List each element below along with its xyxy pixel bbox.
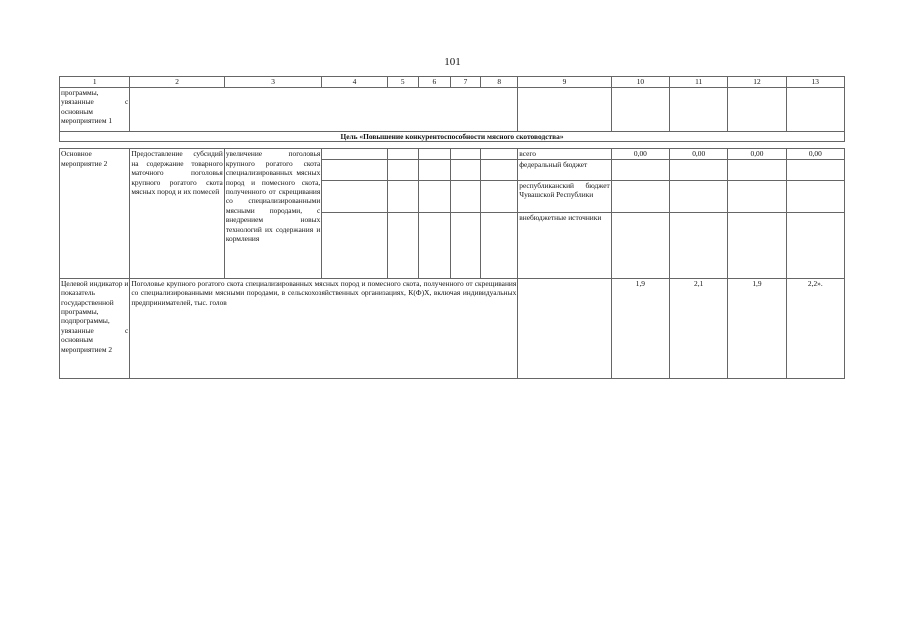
value-cell <box>670 212 728 278</box>
value-cell <box>786 180 844 212</box>
column-header: 11 <box>670 77 728 88</box>
indicator-description: Поголовье крупного рогатого скота специализированных мясных пород и помесного скота, полученного от скрещивания со специализированными мясными породами, в сельскохозяйственных организациях, К(Ф)Х, включая индивидуальных предпринимателей, тыс. голов <box>130 278 518 378</box>
column-header: 6 <box>418 77 450 88</box>
table-cell <box>481 212 518 278</box>
table-cell <box>322 159 387 180</box>
column-header: 3 <box>224 77 321 88</box>
table-cell <box>322 180 387 212</box>
table-cell <box>481 180 518 212</box>
column-header: 1 <box>60 77 130 88</box>
event-row <box>60 149 845 159</box>
table-cell <box>786 88 844 132</box>
page-number: 101 <box>444 56 461 68</box>
column-header: 5 <box>387 77 418 88</box>
table-cell <box>670 88 728 132</box>
value-cell <box>611 212 669 278</box>
table-cell <box>450 149 480 159</box>
table-cell <box>418 149 450 159</box>
table-cell <box>611 88 669 132</box>
indicator-label: Целевой индикатор и показатель государственной программы, подпрограммы, увязанные с основным мероприятием 2 <box>60 278 130 378</box>
table-cell <box>322 212 387 278</box>
table-cell <box>387 149 418 159</box>
column-header: 8 <box>481 77 518 88</box>
table-cell <box>387 212 418 278</box>
table-cell <box>481 149 518 159</box>
column-header: 13 <box>786 77 844 88</box>
funding-source: республиканский бюджет Чувашской Республики <box>518 180 611 212</box>
continuation-label: программы, увязанные с основным мероприятием 1 <box>60 88 130 132</box>
funding-source: внебюджетные источники <box>518 212 611 278</box>
table-cell <box>450 159 480 180</box>
continuation-row <box>60 88 845 132</box>
column-header-row <box>60 77 845 88</box>
value-cell: 1,9 <box>728 278 786 378</box>
funding-source: федеральный бюджет <box>518 159 611 180</box>
table-cell <box>322 149 387 159</box>
spacer <box>60 142 845 149</box>
value-cell: 2,1 <box>670 278 728 378</box>
event-description: Предоставление субсидий на содержание товарного маточного поголовья крупного рогатого скота мясных пород и их помесей <box>130 149 224 278</box>
value-cell: 0,00 <box>786 149 844 159</box>
column-header: 7 <box>450 77 480 88</box>
goal-title: Цель «Повышение конкурентоспособности мясного скотоводства» <box>60 132 845 142</box>
table-cell <box>481 159 518 180</box>
indicator-row <box>60 278 845 378</box>
table-cell <box>518 88 611 132</box>
value-cell <box>786 212 844 278</box>
program-table <box>59 76 845 379</box>
table-cell <box>130 88 518 132</box>
value-cell <box>670 180 728 212</box>
value-cell: 1,9 <box>611 278 669 378</box>
value-cell: 0,00 <box>670 149 728 159</box>
table-cell <box>387 159 418 180</box>
column-header: 12 <box>728 77 786 88</box>
column-header: 4 <box>322 77 387 88</box>
table-cell <box>418 159 450 180</box>
table-cell <box>387 180 418 212</box>
value-cell <box>611 180 669 212</box>
value-cell: 0,00 <box>611 149 669 159</box>
table-cell <box>418 180 450 212</box>
value-cell: 2,2». <box>786 278 844 378</box>
column-header: 9 <box>518 77 611 88</box>
value-cell: 0,00 <box>728 149 786 159</box>
column-header: 2 <box>130 77 224 88</box>
value-cell <box>786 159 844 180</box>
spacer-row <box>60 142 845 149</box>
table-cell <box>418 212 450 278</box>
table-cell <box>450 212 480 278</box>
column-header: 10 <box>611 77 669 88</box>
goal-row <box>60 132 845 142</box>
funding-source: всего <box>518 149 611 159</box>
table-cell <box>450 180 480 212</box>
value-cell <box>728 212 786 278</box>
value-cell <box>670 159 728 180</box>
table-cell <box>728 88 786 132</box>
value-cell <box>728 159 786 180</box>
value-cell <box>611 159 669 180</box>
table-cell <box>518 278 611 378</box>
event-label: Основное мероприятие 2 <box>60 149 130 278</box>
event-outcome: увеличение поголовья крупного рогатого скота специализированных мясных пород и помесного скота, полученного от скрещивания со специализированными мясными породами, с внедрением новых технологий их содержания и кормления <box>224 149 321 278</box>
value-cell <box>728 180 786 212</box>
